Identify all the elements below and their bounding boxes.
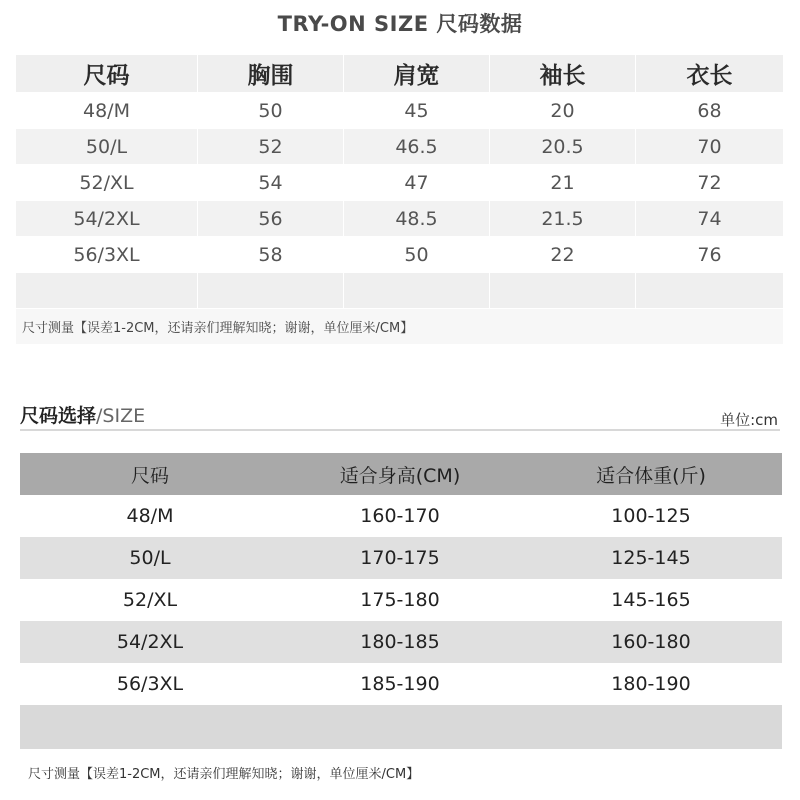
size-data-table — [16, 55, 784, 345]
table-row — [20, 495, 782, 537]
cell-chest: 56 — [198, 201, 344, 237]
cell-size: 52/XL — [16, 165, 198, 201]
table-row — [16, 237, 784, 273]
note-row — [16, 309, 784, 345]
cell-weight: 180-190 — [520, 663, 782, 705]
header-size: 尺码 — [20, 453, 280, 495]
cell-shoulder: 46.5 — [344, 129, 490, 165]
cell-sleeve: 22 — [490, 237, 636, 273]
size-selection-heading — [20, 401, 145, 428]
header-size: 尺码 — [16, 55, 198, 93]
header-height: 适合身高(CM) — [280, 453, 520, 495]
cell-weight: 145-165 — [520, 579, 782, 621]
cell-size: 50/L — [20, 537, 280, 579]
note-row — [20, 749, 782, 795]
cell-sleeve: 20 — [490, 93, 636, 129]
table-row — [20, 579, 782, 621]
cell-height: 170-175 — [280, 537, 520, 579]
empty-row — [20, 705, 782, 749]
cell-size: 54/2XL — [20, 621, 280, 663]
cell-sleeve: 20.5 — [490, 129, 636, 165]
cell-length: 68 — [636, 93, 784, 129]
cell-size: 52/XL — [20, 579, 280, 621]
cell-size: 50/L — [16, 129, 198, 165]
cell-size: 48/M — [16, 93, 198, 129]
empty-row — [16, 273, 784, 309]
cell-height: 175-180 — [280, 579, 520, 621]
divider — [20, 429, 780, 431]
table-row — [20, 663, 782, 705]
cell-height: 185-190 — [280, 663, 520, 705]
header-weight: 适合体重(斤) — [520, 453, 782, 495]
cell-shoulder: 50 — [344, 237, 490, 273]
table-row — [16, 93, 784, 129]
page-title: TRY-ON SIZE 尺码数据 — [277, 12, 523, 36]
cell-weight: 125-145 — [520, 537, 782, 579]
cell-size: 56/3XL — [16, 237, 198, 273]
cell-sleeve: 21.5 — [490, 201, 636, 237]
cell-chest: 52 — [198, 129, 344, 165]
header-shoulder: 肩宽 — [344, 55, 490, 93]
empty-cell — [344, 273, 490, 309]
empty-cell — [198, 273, 344, 309]
size-selection-table — [20, 453, 782, 795]
empty-cell — [20, 705, 280, 749]
cell-length: 76 — [636, 237, 784, 273]
empty-cell — [490, 273, 636, 309]
cell-shoulder: 48.5 — [344, 201, 490, 237]
cell-height: 160-170 — [280, 495, 520, 537]
cell-chest: 50 — [198, 93, 344, 129]
cell-size: 54/2XL — [16, 201, 198, 237]
cell-length: 74 — [636, 201, 784, 237]
table-row — [16, 201, 784, 237]
table-row — [20, 537, 782, 579]
empty-cell — [520, 705, 782, 749]
table-header-row — [16, 55, 784, 93]
cell-length: 70 — [636, 129, 784, 165]
header-length: 衣长 — [636, 55, 784, 93]
empty-cell — [280, 705, 520, 749]
cell-size: 56/3XL — [20, 663, 280, 705]
size-selection-heading-bold: 尺码选择 — [20, 405, 97, 427]
cell-height: 180-185 — [280, 621, 520, 663]
unit-label: 单位:cm — [720, 411, 778, 429]
cell-sleeve: 21 — [490, 165, 636, 201]
header-sleeve: 袖长 — [490, 55, 636, 93]
cell-shoulder: 45 — [344, 93, 490, 129]
cell-chest: 58 — [198, 237, 344, 273]
table-header-row — [20, 453, 782, 495]
empty-cell — [16, 273, 198, 309]
cell-chest: 54 — [198, 165, 344, 201]
empty-cell — [636, 273, 784, 309]
cell-weight: 160-180 — [520, 621, 782, 663]
table-row — [16, 165, 784, 201]
cell-weight: 100-125 — [520, 495, 782, 537]
header-chest: 胸围 — [198, 55, 344, 93]
measurement-note: 尺寸测量【误差1-2CM，还请亲们理解知晓；谢谢，单位厘米/CM】 — [20, 749, 782, 795]
cell-size: 48/M — [20, 495, 280, 537]
table-row — [16, 129, 784, 165]
cell-length: 72 — [636, 165, 784, 201]
size-selection-heading-light: /SIZE — [96, 405, 146, 427]
cell-shoulder: 47 — [344, 165, 490, 201]
measurement-note: 尺寸测量【误差1-2CM，还请亲们理解知晓；谢谢，单位厘米/CM】 — [16, 309, 784, 345]
table-row — [20, 621, 782, 663]
